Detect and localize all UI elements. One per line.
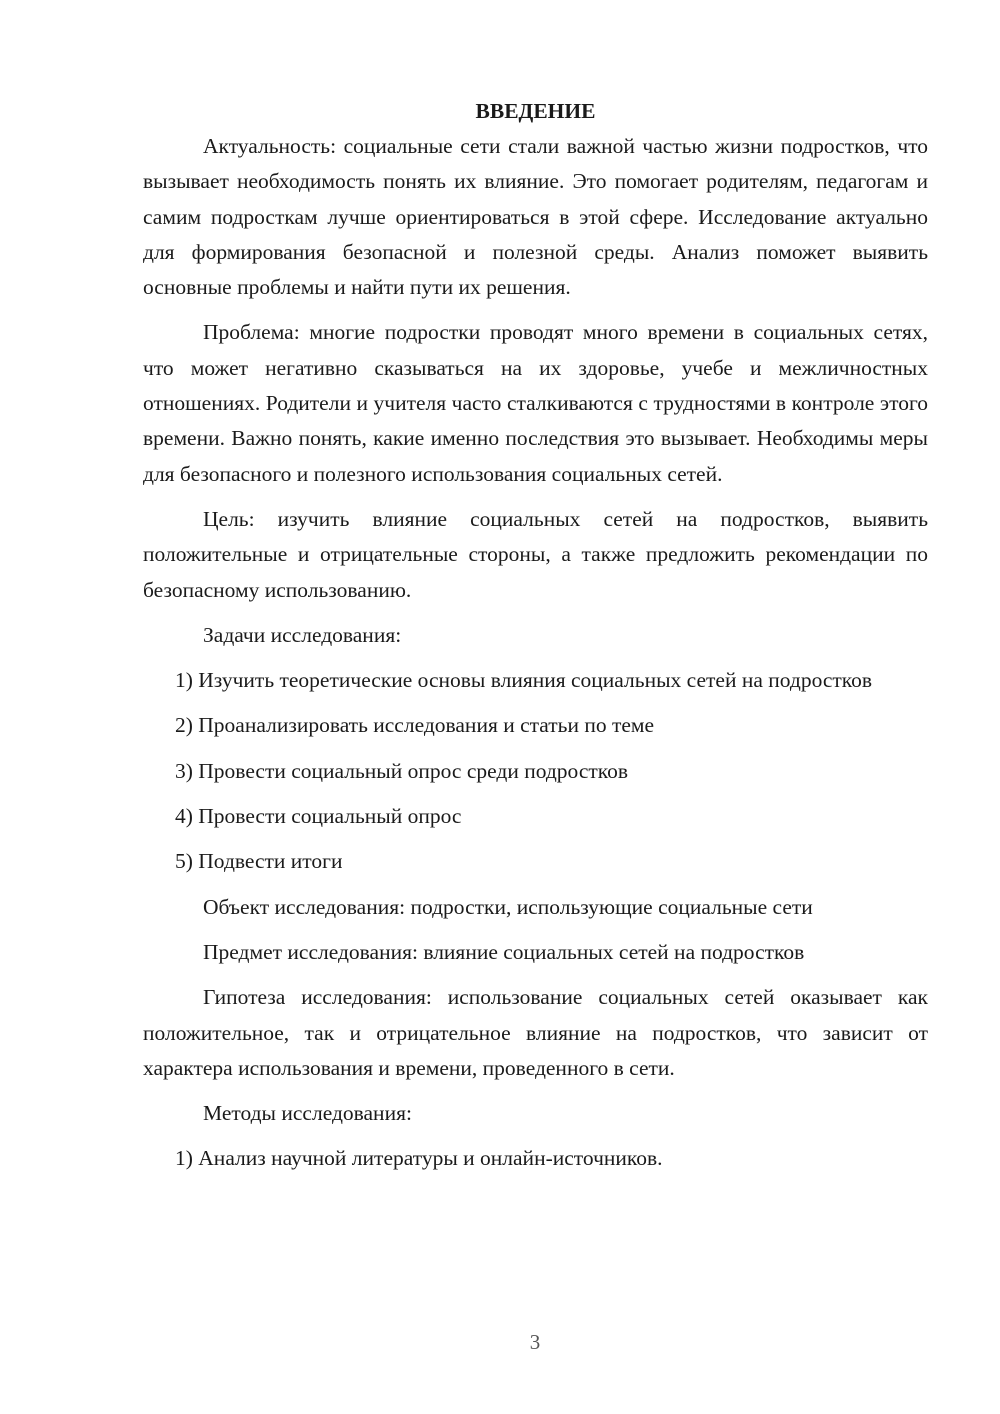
goal-paragraph: Цель: изучить влияние социальных сетей на подростков, выявить положительные и отрицательные стороны, а также предложить рекомендации по безопасному использованию.: [143, 506, 928, 602]
task-item: 5) Подвести итоги: [175, 849, 343, 874]
page-content: [143, 95, 928, 1177]
task-item: 3) Провести социальный опрос среди подростков: [175, 758, 629, 783]
problem-paragraph: Проблема: многие подростки проводят много времени в социальных сетях, что может негативно сказываться на их здоровье, учебе и межличностных отношениях. Родители и учителя часто сталкиваются с трудностями в контроле этого времени. Важно понять, какие именно последствия это вызывает. Необходимы меры для безопасного и полезного использования социальных сетей.: [143, 320, 928, 486]
section-title: ВВЕДЕНИЕ: [475, 99, 596, 123]
page-number: 3: [529, 1330, 541, 1354]
task-item: 4) Провести социальный опрос: [175, 804, 462, 829]
methods-heading: Методы исследования:: [203, 1101, 412, 1126]
task-item: 2) Проанализировать исследования и статьи по теме: [175, 713, 655, 738]
task-item: 1) Изучить теоретические основы влияния социальных сетей на подростков: [175, 668, 873, 693]
research-object: Объект исследования: подростки, использующие социальные сети: [203, 894, 813, 919]
hypothesis-paragraph: Гипотеза исследования: использование социальных сетей оказывает как положительное, так и отрицательное влияние на подростков, что зависит от характера использования и времени, проведенного в сети.: [143, 985, 928, 1080]
relevance-paragraph: Актуальность: социальные сети стали важной частью жизни подростков, что вызывает необходимость понять их влияние. Это помогает родителям, педагогам и самим подросткам лучше ориентироваться в этой сфере. Исследование актуально для формирования безопасной и полезной среды. Анализ поможет выявить основные проблемы и найти пути их решения.: [143, 134, 928, 300]
tasks-heading: Задачи исследования:: [203, 622, 402, 647]
method-item: 1) Анализ научной литературы и онлайн-источников.: [175, 1146, 663, 1171]
research-subject: Предмет исследования: влияние социальных сетей на подростков: [203, 939, 805, 964]
